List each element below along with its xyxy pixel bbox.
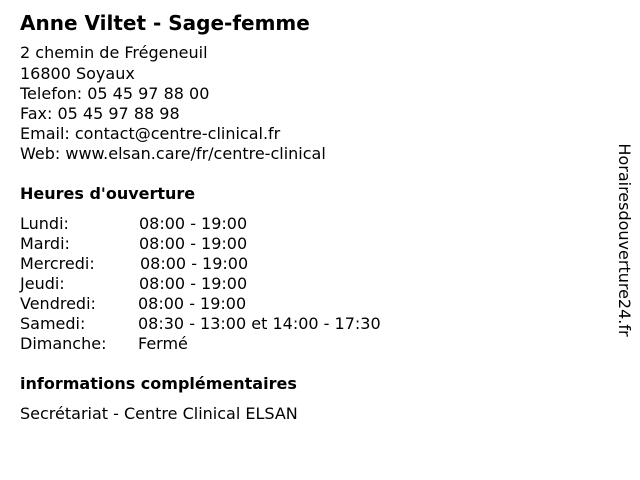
hours-day: Dimanche:	[20, 334, 107, 353]
hours-day: Mardi:	[20, 234, 70, 253]
fax-number: Fax: 05 45 97 88 98	[20, 104, 180, 123]
hours-day: Lundi:	[20, 214, 69, 233]
hours-time: 08:00 - 19:00	[138, 294, 247, 313]
page-title: Anne Viltet - Sage-femme	[20, 11, 310, 35]
hours-day: Mercredi:	[20, 254, 95, 273]
hours-day: Samedi:	[20, 314, 86, 333]
website-address: Web: www.elsan.care/fr/centre-clinical	[20, 144, 326, 163]
additional-info-text: Secrétariat - Centre Clinical ELSAN	[20, 404, 298, 423]
hours-time: 08:00 - 19:00	[139, 234, 248, 253]
additional-info-heading: informations complémentaires	[20, 374, 297, 393]
hours-time: 08:00 - 19:00	[140, 254, 249, 273]
hours-time: 08:30 - 13:00 et 14:00 - 17:30	[138, 314, 381, 333]
site-watermark: Horairesdouverture24.fr	[615, 143, 634, 337]
hours-time: 08:00 - 19:00	[139, 274, 248, 293]
hours-day: Vendredi:	[20, 294, 96, 313]
address-street: 2 chemin de Frégeneuil	[20, 43, 208, 62]
phone-number: Telefon: 05 45 97 88 00	[20, 84, 210, 103]
address-city: 16800 Soyaux	[20, 64, 135, 83]
hours-time: 08:00 - 19:00	[139, 214, 248, 233]
email-address: Email: contact@centre-clinical.fr	[20, 124, 281, 143]
opening-hours-heading: Heures d'ouverture	[20, 184, 196, 203]
hours-day: Jeudi:	[20, 274, 65, 293]
hours-time: Fermé	[138, 334, 188, 353]
